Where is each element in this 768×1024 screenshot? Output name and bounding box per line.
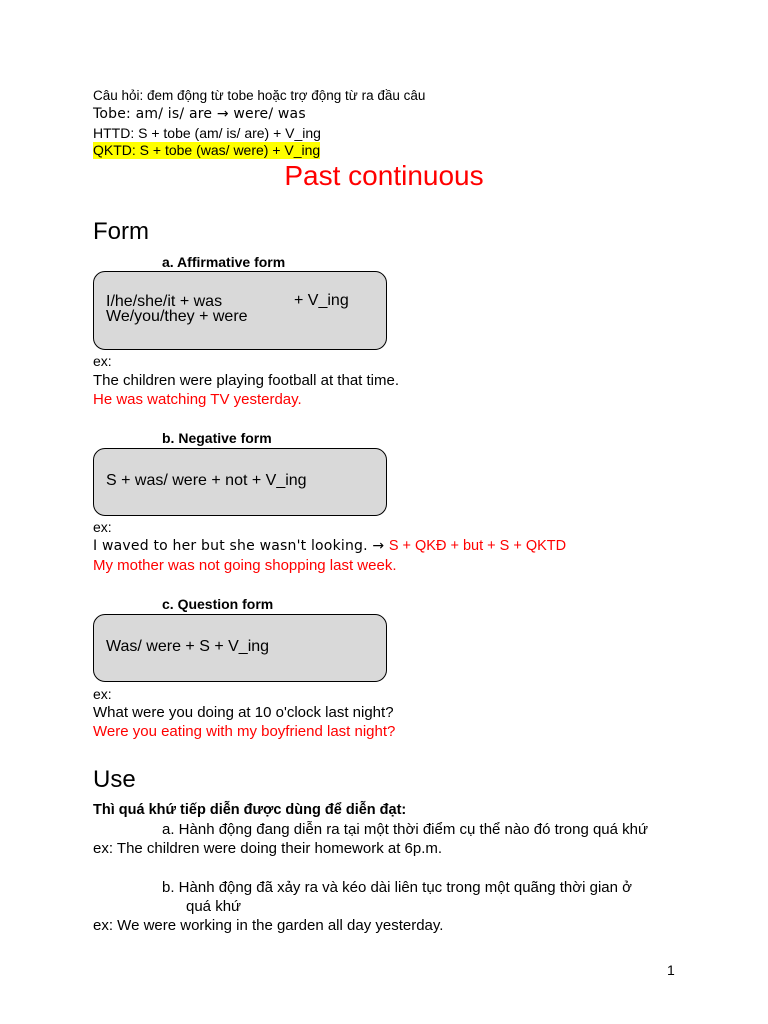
header-httd-note: HTTD: S + tobe (am/ is/ are) + V_ing: [93, 125, 321, 141]
negative-form-label: b. Negative form: [162, 430, 272, 446]
negative-example-2: My mother was not going shopping last week.: [93, 557, 397, 574]
negative-ex-label: ex:: [93, 519, 112, 535]
use-heading: Use: [93, 766, 136, 793]
question-formula: Was/ were + S + V_ing: [106, 638, 270, 655]
negative-example-1: I waved to her but she wasn't looking. →: [93, 538, 385, 554]
affirmative-formula-box: [93, 271, 387, 350]
affirmative-formula-singular: I/he/she/it + was: [106, 293, 223, 310]
use-item-b-continued: quá khứ: [186, 898, 242, 915]
header-question-note: Câu hỏi: đem động từ tobe hoặc trợ động từ ra đầu câu: [93, 88, 426, 103]
use-item-a: a. Hành động đang diễn ra tại một thời điểm cụ thể nào đó trong quá khứ: [162, 821, 649, 838]
affirmative-formula-verb: + V_ing: [294, 292, 349, 309]
question-example-1: What were you doing at 10 o'clock last night?: [93, 704, 394, 721]
affirmative-example-2: He was watching TV yesterday.: [93, 391, 302, 408]
use-item-b: b. Hành động đã xảy ra và kéo dài liên tục trong một quãng thời gian ở: [162, 879, 632, 896]
use-example-b: ex: We were working in the garden all day yesterday.: [93, 917, 444, 934]
use-intro: Thì quá khứ tiếp diễn được dùng để diễn đạt:: [93, 802, 407, 818]
negative-example-1-note: S + QKĐ + but + S + QKTD: [388, 538, 567, 554]
question-formula-box: [93, 614, 387, 682]
question-example-2: Were you eating with my boyfriend last night?: [93, 723, 396, 740]
affirmative-example-1: The children were playing football at that time.: [93, 372, 399, 389]
affirmative-ex-label: ex:: [93, 353, 112, 369]
header-tobe-note: Tobe: am/ is/ are → were/ was: [93, 106, 306, 122]
header-qktd-note: QKTD: S + tobe (was/ were) + V_ing: [93, 142, 321, 158]
negative-example-1-line: [93, 537, 566, 555]
negative-formula-box: [93, 448, 387, 516]
form-heading: Form: [93, 218, 149, 245]
negative-formula: S + was/ were + not + V_ing: [106, 472, 307, 489]
affirmative-formula-plural: We/you/they + were: [106, 308, 248, 325]
page-title: Past continuous: [284, 160, 484, 191]
question-ex-label: ex:: [93, 686, 112, 702]
page-number: 1: [667, 962, 675, 978]
use-example-a: ex: The children were doing their homework at 6p.m.: [93, 840, 443, 857]
question-form-label: c. Question form: [162, 596, 274, 612]
affirmative-form-label: a. Affirmative form: [162, 254, 286, 270]
